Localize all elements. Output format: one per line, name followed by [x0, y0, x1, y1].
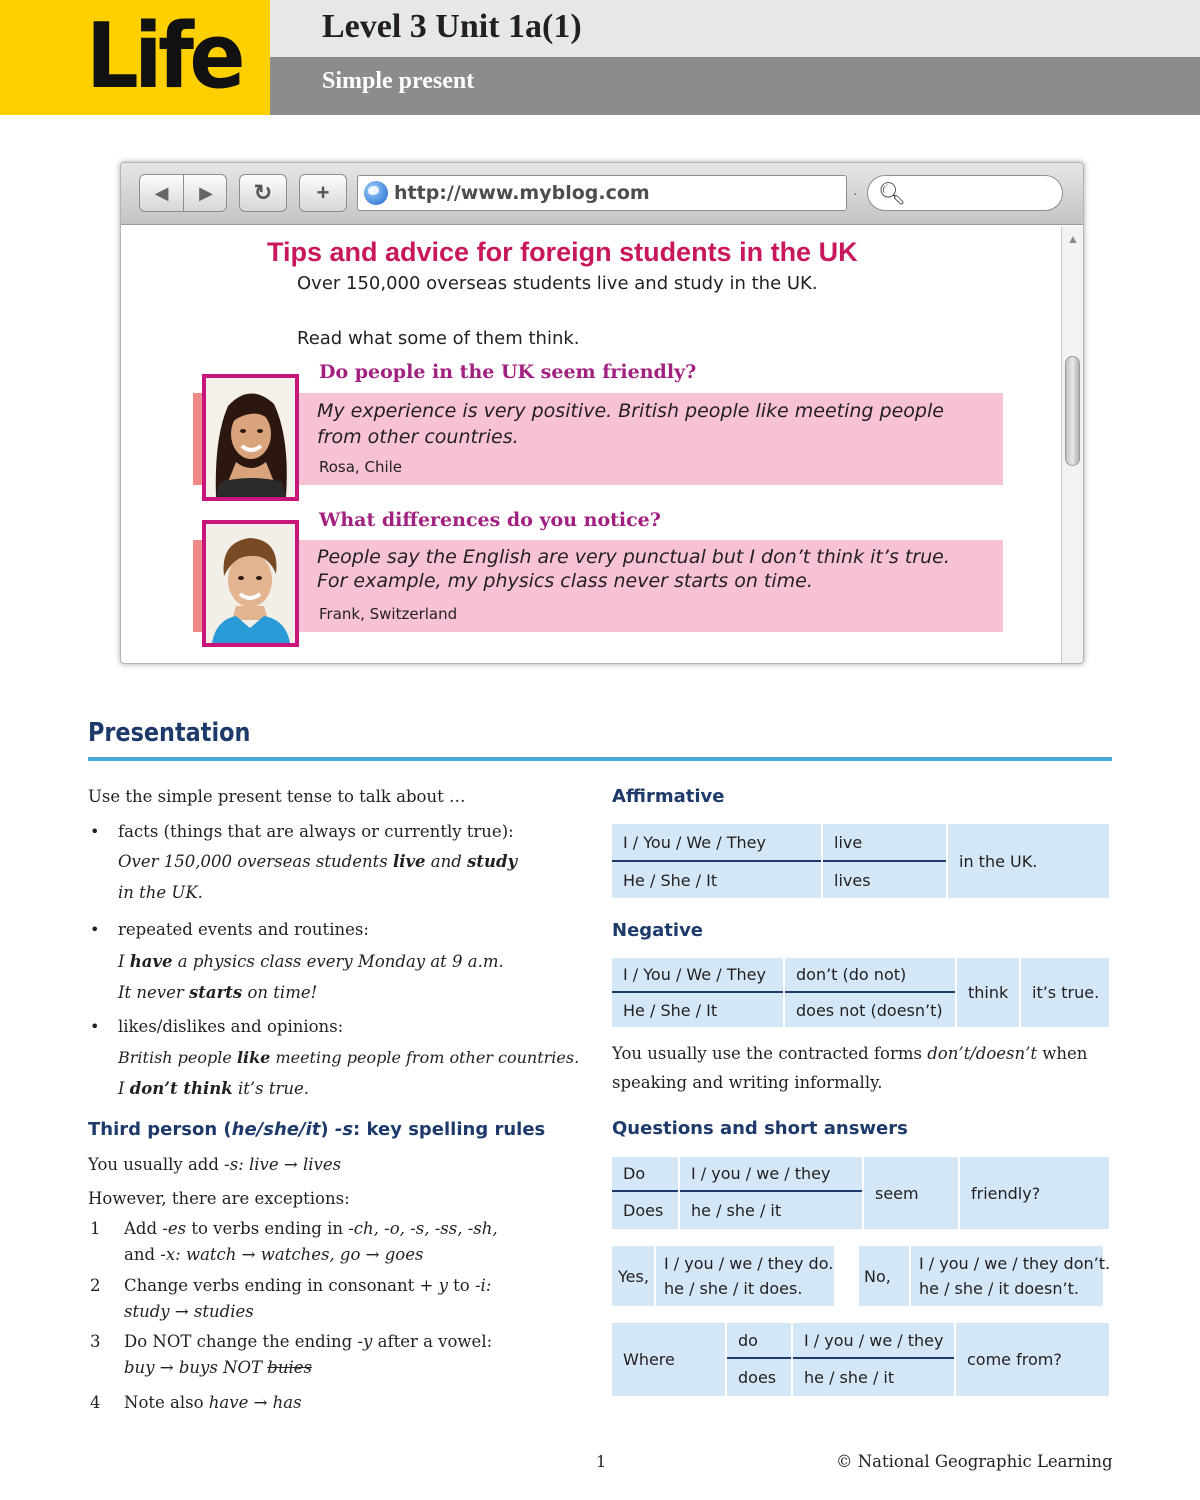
- add-tab-icon[interactable]: +: [299, 174, 347, 212]
- photo-frank: [202, 520, 299, 647]
- bullet-marker: •: [90, 1017, 100, 1036]
- table-cell: come from?: [956, 1323, 1109, 1396]
- example-line: I have a physics class every Monday at 9 a.m.: [118, 952, 504, 971]
- table-cell: I / You / We / They: [612, 958, 783, 993]
- rule-line: Do NOT change the ending -y after a vowel:: [124, 1332, 493, 1351]
- back-icon[interactable]: ◀: [140, 175, 184, 211]
- table-cell: in the UK.: [948, 824, 1109, 898]
- post-author: Frank, Switzerland: [319, 605, 458, 623]
- table-cell: I / you / we / they do. he / she / it does.: [656, 1246, 834, 1306]
- bullet-label: likes/dislikes and opinions:: [118, 1017, 344, 1036]
- forward-icon[interactable]: ▶: [199, 182, 213, 203]
- table-cell: do: [727, 1323, 791, 1359]
- search-input[interactable]: [867, 175, 1063, 211]
- table-cell: Where: [612, 1323, 725, 1396]
- table-cell: He / She / It: [612, 862, 821, 898]
- table-cell: I / you / we / they: [793, 1323, 954, 1359]
- post-quote-line1: My experience is very positive. British people like meeting people: [317, 400, 944, 422]
- rule-line: buy → buys NOT buies: [124, 1358, 312, 1377]
- scroll-thumb[interactable]: [1065, 356, 1080, 466]
- globe-icon: [364, 181, 388, 205]
- example-line: I don’t think it’s true.: [118, 1079, 309, 1098]
- bullet-label: repeated events and routines:: [118, 920, 369, 939]
- post-quote-line2: For example, my physics class never starts on time.: [317, 570, 813, 592]
- bullet-marker: •: [90, 822, 100, 841]
- intro-text: Use the simple present tense to talk about …: [88, 787, 466, 806]
- table-cell: Do: [612, 1157, 678, 1192]
- contraction-note: You usually use the contracted forms don’t/doesn’t when: [612, 1044, 1088, 1063]
- address-bar[interactable]: [357, 175, 847, 211]
- table-cell: he / she / it: [793, 1359, 954, 1396]
- questions-heading: Questions and short answers: [612, 1118, 908, 1139]
- negative-heading: Negative: [612, 920, 704, 941]
- table-cell: it’s true.: [1021, 958, 1109, 1027]
- bullet-label: facts (things that are always or currently true):: [118, 822, 514, 841]
- example-line: Over 150,000 overseas students live and study: [118, 852, 518, 871]
- page-title: Level 3 Unit 1a(1): [322, 8, 582, 45]
- blog-read-more: Read what some of them think.: [297, 328, 580, 349]
- blog-title: Tips and advice for foreign students in the UK: [267, 237, 858, 267]
- table-cell: I / You / We / They: [612, 824, 821, 862]
- rule-number: 2: [90, 1276, 101, 1295]
- post-author: Rosa, Chile: [319, 458, 403, 476]
- bullet-marker: •: [90, 920, 100, 939]
- example-line: It never starts on time!: [118, 983, 318, 1002]
- page-number: 1: [596, 1452, 607, 1471]
- rule-line: Note also have → has: [124, 1393, 302, 1412]
- table-cell: Does: [612, 1192, 678, 1229]
- contraction-note: speaking and writing informally.: [612, 1073, 883, 1092]
- rule-line: Add -es to verbs ending in -ch, -o, -s, -ss, -sh,: [124, 1219, 498, 1238]
- example-line: British people like meeting people from other countries.: [118, 1048, 580, 1067]
- separator-dot: ·: [853, 185, 858, 201]
- blog-intro: Over 150,000 overseas students live and study in the UK.: [297, 273, 818, 294]
- url-text: http://www.myblog.com: [394, 182, 650, 204]
- scroll-up-icon[interactable]: ▲: [1067, 232, 1079, 246]
- spelling-usual: You usually add -s: live → lives: [88, 1155, 342, 1174]
- section-title: Presentation: [88, 718, 251, 748]
- spelling-exceptions: However, there are exceptions:: [88, 1189, 350, 1208]
- table-cell: does not (doesn’t): [785, 993, 955, 1027]
- affirmative-heading: Affirmative: [612, 786, 725, 807]
- back-forward-group: [139, 174, 227, 212]
- table-cell: seem: [864, 1157, 958, 1229]
- search-icon: 🔍︎: [878, 181, 906, 206]
- example-line: in the UK.: [118, 883, 203, 902]
- table-cell: lives: [823, 862, 946, 898]
- rule-number: 1: [90, 1219, 101, 1238]
- rule-line: study → studies: [124, 1302, 254, 1321]
- table-cell: No,: [859, 1246, 909, 1306]
- table-cell: he / she / it: [680, 1192, 862, 1229]
- browser-window: [120, 162, 1084, 664]
- section-divider: [88, 757, 1112, 761]
- table-cell: does: [727, 1359, 791, 1396]
- rule-line: and -x: watch → watches, go → goes: [124, 1245, 424, 1264]
- photo-rosa: [202, 374, 299, 501]
- page-subtitle: Simple present: [322, 68, 475, 94]
- browser-toolbar: [121, 163, 1083, 225]
- rule-line: Change verbs ending in consonant + y to -i:: [124, 1276, 492, 1295]
- table-cell: I / you / we / they don’t. he / she / it doesn’t.: [911, 1246, 1103, 1306]
- scrollbar[interactable]: [1061, 226, 1083, 664]
- post-quote-line1: People say the English are very punctual but I don’t think it’s true.: [317, 546, 950, 568]
- table-cell: live: [823, 824, 946, 862]
- post-question: Do people in the UK seem friendly?: [319, 361, 697, 383]
- table-cell: friendly?: [960, 1157, 1109, 1229]
- table-cell: I / you / we / they: [680, 1157, 862, 1192]
- table-cell: Yes,: [612, 1246, 654, 1306]
- rule-number: 4: [90, 1393, 101, 1412]
- table-cell: don’t (do not): [785, 958, 955, 993]
- copyright: © National Geographic Learning: [836, 1452, 1113, 1471]
- reload-icon[interactable]: ↻: [239, 174, 287, 212]
- table-cell: think: [957, 958, 1019, 1027]
- rule-number: 3: [90, 1332, 101, 1351]
- post-question: What differences do you notice?: [319, 509, 661, 531]
- post-quote-line2: from other countries.: [317, 426, 519, 448]
- table-cell: He / She / It: [612, 993, 783, 1027]
- life-logo: Life: [0, 0, 270, 115]
- spelling-heading: Third person (he/she/it) -s: key spelling rules: [88, 1119, 546, 1140]
